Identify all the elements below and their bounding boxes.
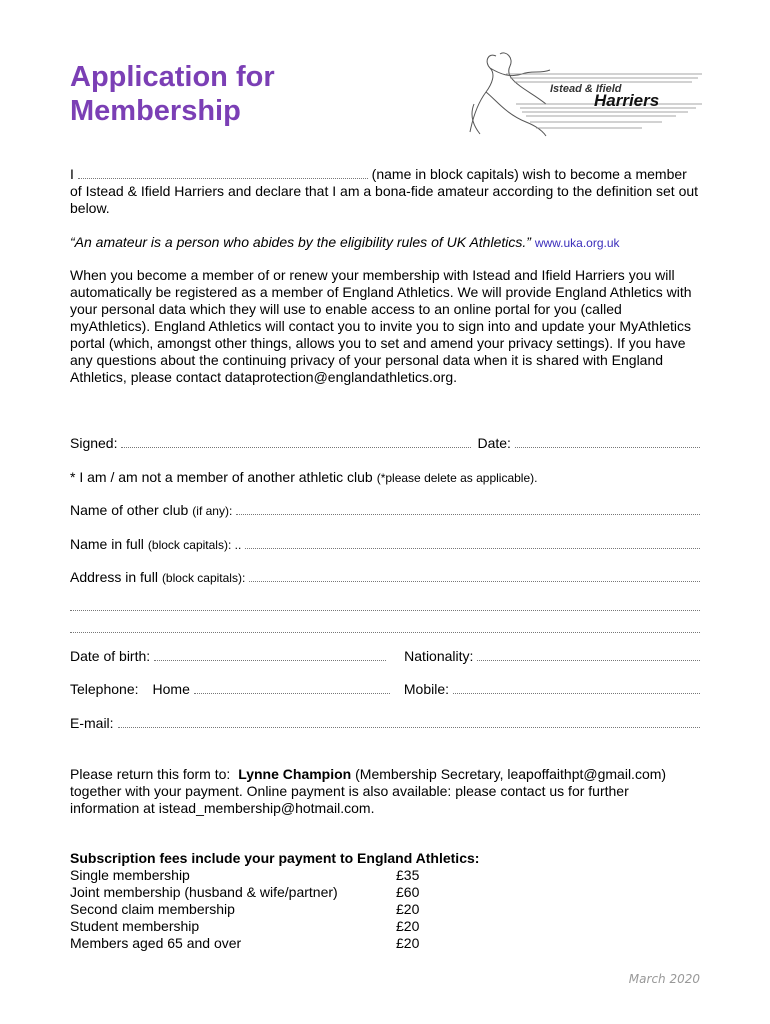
- telephone-label: Telephone:: [70, 681, 139, 697]
- fee-row: [70, 918, 700, 935]
- fee-price: £35: [396, 867, 420, 883]
- fee-label: Joint membership (husband & wife/partner): [70, 884, 338, 900]
- member-note: (*please delete as applicable).: [376, 471, 538, 485]
- runner-logo-graphic: [466, 44, 706, 144]
- fee-label: Second claim membership: [70, 901, 235, 917]
- signed-label: Signed:: [70, 435, 118, 451]
- full-name-note: (block capitals): ..: [147, 538, 242, 552]
- nationality-field[interactable]: [477, 648, 700, 661]
- address-note: (block capitals):: [161, 571, 246, 585]
- club-logo: [466, 44, 706, 144]
- secretary-name: Lynne Champion: [238, 766, 352, 782]
- nationality-label: Nationality:: [404, 648, 474, 664]
- other-club-label: Name of other club: [70, 502, 189, 518]
- mobile-label: Mobile:: [403, 681, 450, 697]
- signed-row: [70, 435, 700, 451]
- page-title: [70, 60, 275, 128]
- privacy-paragraph: When you become a member of or renew your membership with Istead and Ifield Harriers you will automatically be registered as a member of England Athletics. We will provide England Athletics with your personal data which they will use to enable access to an online portal for you (called myAthletics). England Athletics will contact you to invite you to sign into and update your MyAthletics portal (which, amongst other things, allows you to set and amend your privacy settings). If you have any questions about the continuing privacy of your personal data when it is shared with England Athletics, please contact dataprotection@englandathletics.org.: [70, 267, 692, 385]
- date-field[interactable]: [515, 435, 700, 448]
- return-details: (Membership Secretary, leapoffaithpt@gmail.com) together with your payment. Online payment is also available: please contact us for further information at istead_membership@hotmail.com.: [70, 766, 667, 816]
- fee-price: £60: [396, 884, 420, 900]
- fee-row: [70, 867, 700, 884]
- footer-date: March 2020: [628, 972, 700, 986]
- fee-label: Members aged 65 and over: [70, 935, 242, 951]
- fee-price: £20: [396, 918, 420, 934]
- telephone-row: [70, 681, 700, 697]
- logo-line-1: Istead & Ifield: [550, 83, 622, 95]
- email-label: E-mail:: [70, 715, 114, 731]
- address-label: Address in full: [70, 569, 158, 585]
- fee-label: Single membership: [70, 867, 190, 883]
- home-phone-field[interactable]: [194, 681, 390, 694]
- declaration-paragraph: [70, 166, 700, 217]
- quote-text: “An amateur is a person who abides by the eligibility rules of UK Athletics.”: [70, 234, 531, 250]
- fee-row: [70, 901, 700, 918]
- amateur-quote: [70, 234, 700, 252]
- return-paragraph: [70, 766, 700, 817]
- name-blank[interactable]: [78, 166, 368, 179]
- mobile-field[interactable]: [453, 681, 700, 694]
- date-label: Date:: [477, 435, 511, 451]
- dob-label: Date of birth:: [70, 648, 151, 664]
- address-line-2: [70, 598, 700, 611]
- full-name-field[interactable]: [245, 536, 700, 549]
- return-prefix: Please return this form to:: [70, 766, 231, 782]
- home-label: Home: [152, 681, 190, 697]
- member-statement: * I am / am not a member of another athletic club: [70, 469, 373, 485]
- address-field-3[interactable]: [70, 620, 700, 633]
- signature-field[interactable]: [121, 435, 471, 448]
- fee-row: [70, 935, 700, 952]
- address-field-2[interactable]: [70, 598, 700, 611]
- dob-row: [70, 648, 700, 664]
- fee-price: £20: [396, 901, 420, 917]
- fees-section: [70, 850, 700, 952]
- email-row: [70, 715, 700, 731]
- declaration-text: (name in block capitals) wish to become a member of Istead & Ifield Harriers and declare that I am a bona-fide amateur according to the definition set out below.: [70, 166, 699, 216]
- full-name-label: Name in full: [70, 536, 144, 552]
- fees-heading: Subscription fees include your payment to England Athletics:: [70, 850, 480, 866]
- address-line-3: [70, 620, 700, 633]
- title-line-2: Membership: [70, 95, 241, 127]
- declaration-start: I: [70, 166, 74, 182]
- title-line-1: Application for: [70, 61, 275, 93]
- address-row: [70, 569, 700, 585]
- other-club-field[interactable]: [236, 502, 700, 515]
- fee-row: [70, 884, 700, 901]
- other-club-row: [70, 502, 700, 518]
- email-field[interactable]: [118, 715, 700, 728]
- logo-line-2: Harriers: [594, 91, 660, 110]
- address-field-1[interactable]: [249, 569, 700, 582]
- other-club-note: (if any):: [192, 504, 233, 518]
- uka-link[interactable]: www.uka.org.uk: [534, 236, 620, 250]
- fee-price: £20: [396, 935, 420, 951]
- dob-field[interactable]: [154, 648, 386, 661]
- fee-label: Student membership: [70, 918, 200, 934]
- other-club-statement: [70, 469, 700, 485]
- full-name-row: [70, 536, 700, 552]
